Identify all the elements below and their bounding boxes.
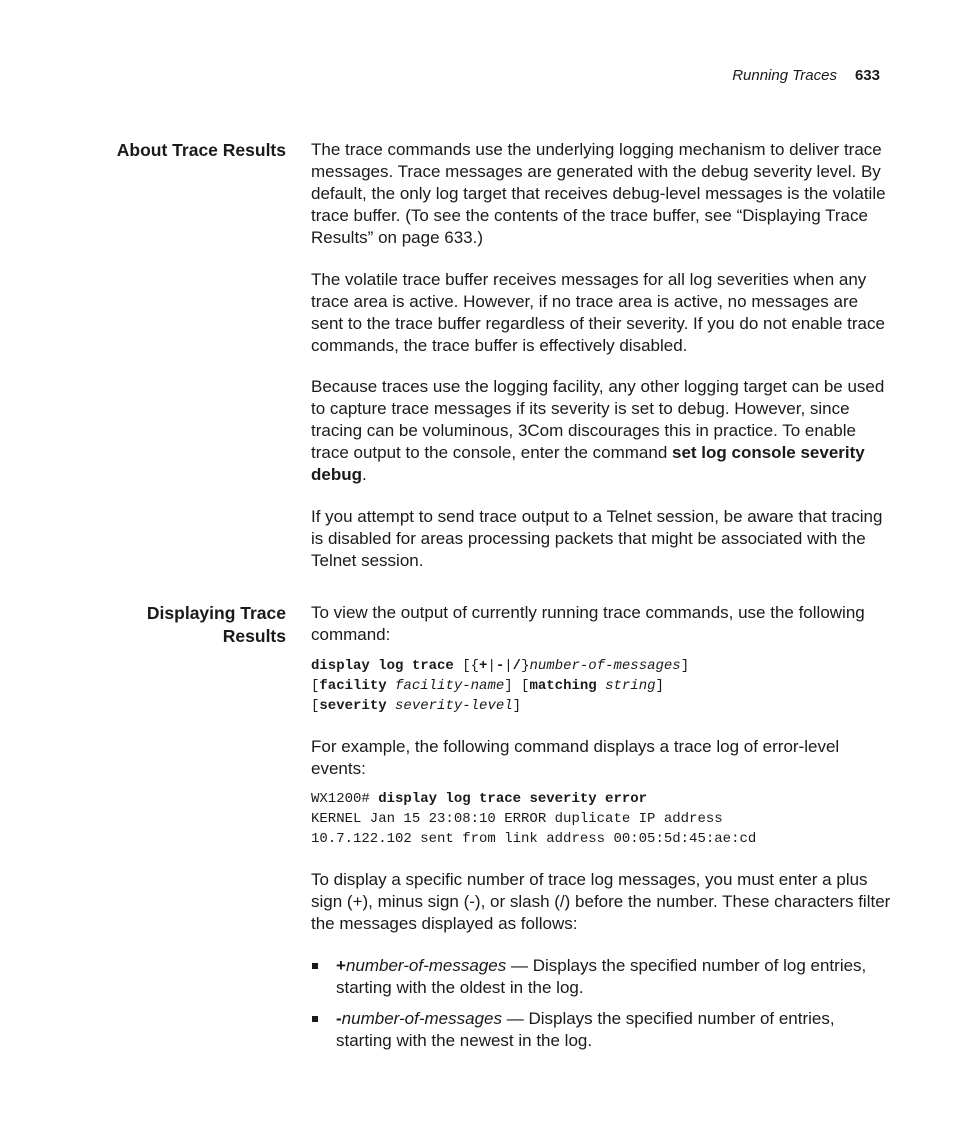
paragraph: To view the output of currently running trace commands, use the following command:: [311, 603, 865, 644]
cli-prompt: WX1200#: [311, 791, 379, 807]
syntax-arg: facility-name: [395, 678, 505, 694]
paragraph-end: .: [362, 465, 367, 484]
syntax-punct: ]: [680, 658, 690, 674]
heading-line: Displaying Trace: [146, 603, 286, 623]
syntax-punct: [: [311, 678, 320, 694]
paragraph: For example, the following command displays a trace log of error-level events:: [311, 737, 840, 778]
section-heading-displaying: [60, 602, 286, 648]
syntax-punct: |: [504, 658, 513, 674]
example-output-block: [311, 789, 891, 849]
about-para-1: [311, 139, 891, 249]
command-text: set log console severity debug: [311, 443, 865, 484]
syntax-arg: string: [605, 678, 656, 694]
bullet-term: number-of-messages: [341, 1009, 502, 1028]
syntax-plus: +: [479, 658, 488, 674]
syntax-line: [311, 676, 891, 696]
syntax-keyword: matching: [529, 678, 597, 694]
running-head: [732, 66, 880, 86]
syntax-punct: [: [311, 698, 320, 714]
example-output-line: 10.7.122.102 sent from link address 00:05:5d:45:ae:cd: [311, 831, 757, 847]
syntax-punct: ]: [512, 698, 522, 714]
about-para-4: [311, 506, 891, 572]
syntax-line: [311, 656, 891, 676]
section-heading-about: About Trace Results: [116, 140, 286, 160]
list-item: [311, 955, 891, 999]
filter-intro: [311, 869, 891, 935]
bullet-symbol: +: [336, 956, 346, 975]
syntax-arg: severity-level: [395, 698, 513, 714]
list-item: [311, 1008, 891, 1052]
example-intro: [311, 736, 891, 780]
syntax-punct: }: [521, 658, 530, 674]
heading-line: Results: [222, 626, 286, 646]
displaying-intro: [311, 602, 891, 646]
syntax-arg: number-of-messages: [529, 658, 681, 674]
example-output-line: KERNEL Jan 15 23:08:10 ERROR duplicate IP address: [311, 811, 723, 827]
bullet-symbol: -: [336, 1009, 342, 1028]
about-para-3: [311, 376, 891, 486]
syntax-keyword: severity: [319, 698, 387, 714]
cli-command: display log trace severity error: [378, 791, 648, 807]
bullet-desc: — Displays the specified number of log entries, starting with the oldest in the log.: [336, 956, 867, 997]
syntax-line: [311, 696, 891, 716]
page-number: 633: [854, 67, 880, 84]
syntax-keyword: facility: [319, 678, 387, 694]
syntax-punct: |: [487, 658, 496, 674]
bullet-square-icon: [312, 1016, 318, 1022]
running-head-title: Running Traces: [732, 67, 837, 84]
bullet-term: number-of-messages: [345, 956, 507, 975]
paragraph: If you attempt to send trace output to a Telnet session, be aware that tracing is disabled for areas processing packets that might be associated with the Telnet session.: [311, 507, 883, 570]
bullet-list: [311, 955, 891, 1052]
paragraph: [311, 376, 891, 486]
bullet-desc: — Displays the specified number of entries, starting with the newest in the log.: [336, 1009, 835, 1050]
paragraph-text: Because traces use the logging facility, any other logging target can be used to capture trace messages if its severity is set to debug. However, since tracing can be voluminous, 3Com discourages this in practice. To enable trace output to the console, enter the command: [311, 377, 885, 462]
example-command-line: [311, 789, 891, 809]
paragraph: To display a specific number of trace log messages, you must enter a plus sign (+), minus sign (-), or slash (/) before the number. These characters filter the messages displayed as follows:: [311, 870, 891, 933]
syntax-slash: /: [512, 658, 522, 674]
syntax-punct: [{: [453, 658, 480, 674]
bullet-square-icon: [312, 963, 318, 969]
paragraph: The trace commands use the underlying logging mechanism to deliver trace messages. Trace messages are generated with the debug severity level. By default, the only log target that receives debug-level messages is the volatile trace buffer. (To see the contents of the trace buffer, see “Displaying Trace Results” on page 633.): [311, 140, 886, 247]
syntax-punct: ]: [655, 678, 664, 694]
syntax-punct: ] [: [504, 678, 530, 694]
paragraph: The volatile trace buffer receives messages for all log severities when any trace area is active. However, if no trace area is active, no messages are sent to the trace buffer regardless of their severity. If you do not enable trace commands, the trace buffer is effectively disabled.: [311, 270, 885, 355]
command-syntax-block: [311, 656, 891, 716]
syntax-command: display log trace: [311, 658, 454, 674]
about-para-2: [311, 269, 891, 357]
syntax-minus: -: [495, 658, 505, 674]
